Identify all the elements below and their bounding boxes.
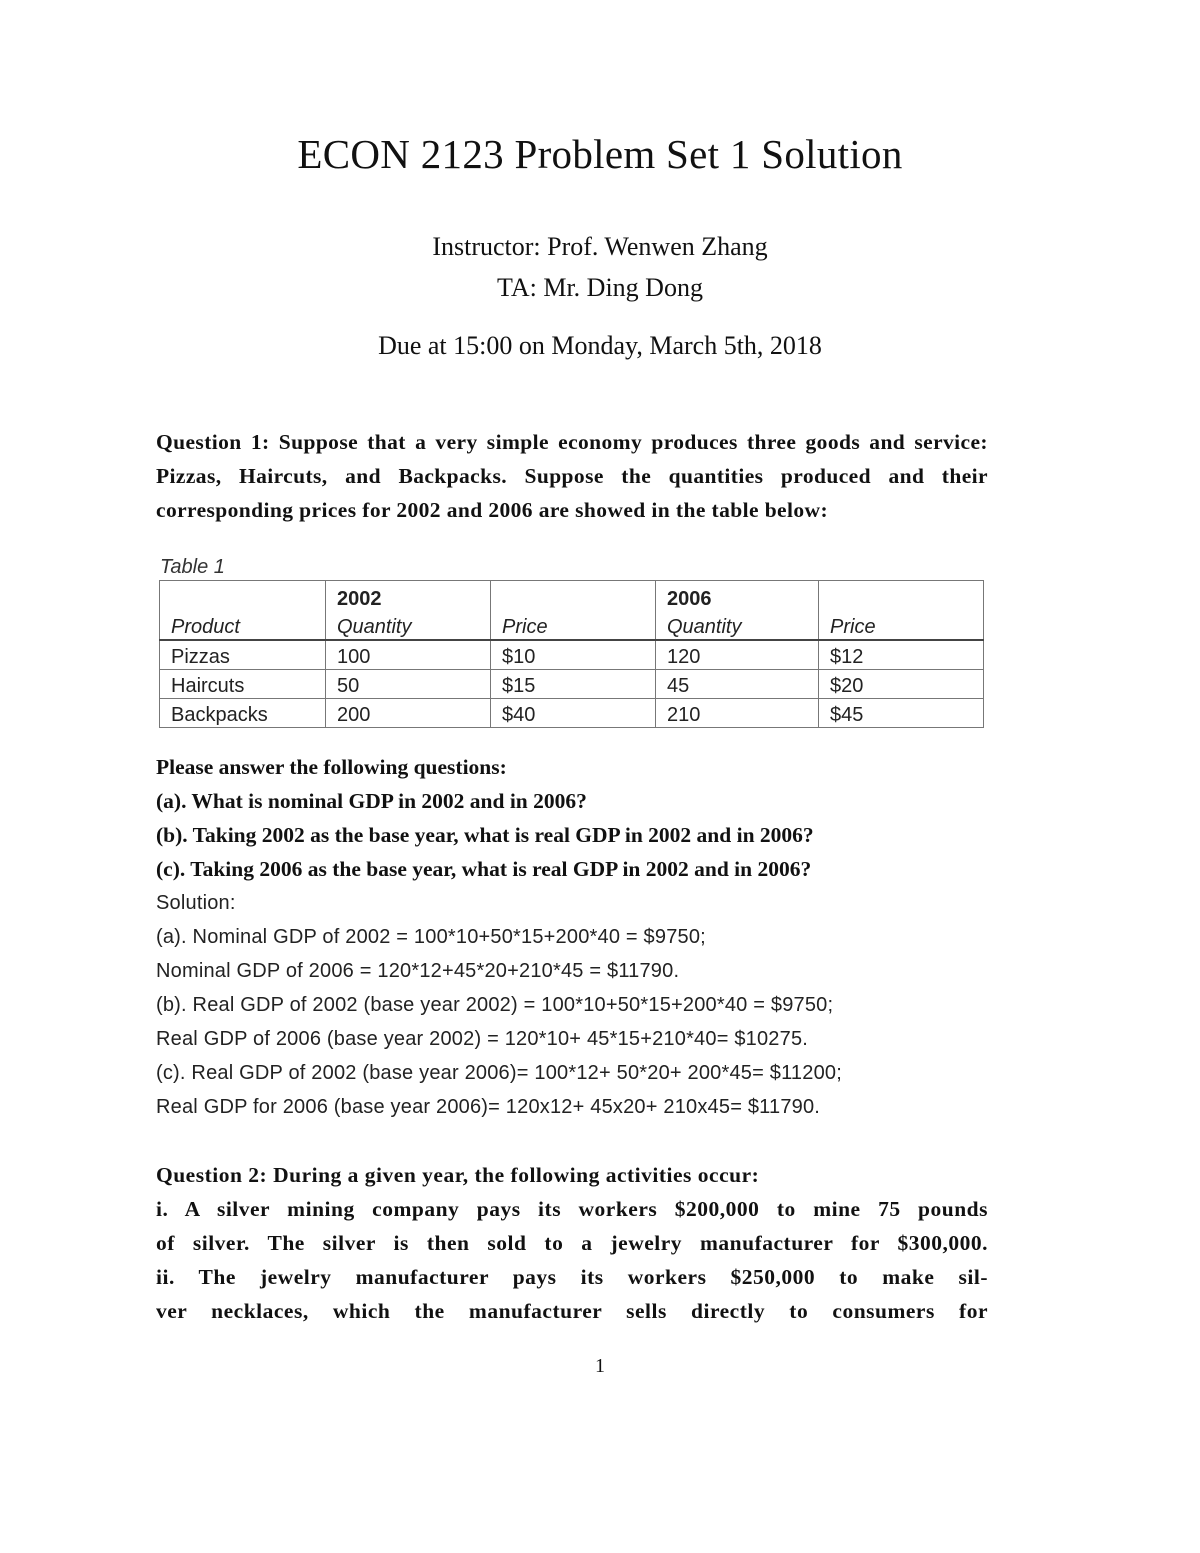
table-header-cell: Product bbox=[160, 611, 326, 640]
question-part-b: (b). Taking 2002 as the base year, what is real GDP in 2002 and in 2006? bbox=[156, 823, 814, 847]
questions-prompt: Please answer the following questions: bbox=[156, 755, 507, 779]
solution-line: (a). Nominal GDP of 2002 = 100*10+50*15+200*40 = $9750; bbox=[156, 926, 706, 948]
table-header-cell: Quantity bbox=[326, 611, 491, 640]
instructor-line: Instructor: Prof. Wenwen Zhang bbox=[432, 232, 768, 261]
solution-line: (b). Real GDP of 2002 (base year 2002) = 100*10+50*15+200*40 = $9750; bbox=[156, 994, 834, 1016]
table-row bbox=[160, 640, 984, 670]
question-1-parts bbox=[156, 750, 1016, 1124]
table-cell: 45 bbox=[656, 670, 819, 699]
table-cell: $45 bbox=[819, 699, 984, 728]
solution-line: Nominal GDP of 2006 = 120*12+45*20+210*45 = $11790. bbox=[156, 960, 680, 982]
table-caption: Table 1 bbox=[160, 556, 225, 578]
table-cell: Haircuts bbox=[160, 670, 326, 699]
table-header-cell: Price bbox=[819, 611, 984, 640]
due-line: Due at 15:00 on Monday, March 5th, 2018 bbox=[378, 331, 822, 360]
table-cell bbox=[819, 581, 984, 612]
page-number: 1 bbox=[595, 1355, 605, 1377]
question-2-line: ver necklaces, which the manufacturer sells directly to consumers for bbox=[156, 1299, 988, 1323]
question-part-a: (a). What is nominal GDP in 2002 and in 2006? bbox=[156, 789, 587, 813]
table-cell: 50 bbox=[326, 670, 491, 699]
table-cell: Pizzas bbox=[160, 640, 326, 670]
solution-line: Real GDP of 2006 (base year 2002) = 120*10+ 45*15+210*40= $10275. bbox=[156, 1028, 809, 1050]
table-cell: $20 bbox=[819, 670, 984, 699]
table-cell: Backpacks bbox=[160, 699, 326, 728]
table-cell: 2002 bbox=[326, 581, 491, 612]
table-cell: $12 bbox=[819, 640, 984, 670]
table-cell: $10 bbox=[491, 640, 656, 670]
question-2-line: i. A silver mining company pays its workers $200,000 to mine 75 pounds bbox=[156, 1197, 988, 1221]
question-2-line: Question 2: During a given year, the following activities occur: bbox=[156, 1163, 760, 1187]
table-column-header-row bbox=[160, 611, 984, 640]
solution-label: Solution: bbox=[156, 892, 236, 914]
table-row bbox=[160, 670, 984, 699]
data-table bbox=[159, 580, 984, 728]
table-header-cell: Price bbox=[491, 611, 656, 640]
ta-line: TA: Mr. Ding Dong bbox=[497, 273, 703, 302]
table-cell: $40 bbox=[491, 699, 656, 728]
table-year-header-row bbox=[160, 581, 984, 612]
table-cell bbox=[160, 581, 326, 612]
table-cell: 2006 bbox=[656, 581, 819, 612]
question-2-line: ii. The jewelry manufacturer pays its workers $250,000 to make sil- bbox=[156, 1265, 988, 1289]
solution-line: Real GDP for 2006 (base year 2006)= 120x12+ 45x20+ 210x45= $11790. bbox=[156, 1096, 821, 1118]
table-header-cell: Quantity bbox=[656, 611, 819, 640]
question-part-c: (c). Taking 2006 as the base year, what is real GDP in 2002 and in 2006? bbox=[156, 857, 812, 881]
solution-line: (c). Real GDP of 2002 (base year 2006)= 100*12+ 50*20+ 200*45= $11200; bbox=[156, 1062, 842, 1084]
table-cell bbox=[491, 581, 656, 612]
table-cell: 100 bbox=[326, 640, 491, 670]
document-title: ECON 2123 Problem Set 1 Solution bbox=[297, 131, 903, 177]
question-2-line: of silver. The silver is then sold to a jewelry manufacturer for $300,000. bbox=[156, 1231, 988, 1255]
table-cell: 120 bbox=[656, 640, 819, 670]
question-1-text: Question 1: Suppose that a very simple economy produces three goods and service: Pizzas, Haircuts, and Backpacks. Suppose the quantities produced and their corresponding prices for 2002 and 2006 are showed in the table below: bbox=[156, 430, 988, 522]
table-cell: 200 bbox=[326, 699, 491, 728]
table-row bbox=[160, 699, 984, 728]
question-2-text bbox=[156, 1158, 1016, 1328]
table-cell: $15 bbox=[491, 670, 656, 699]
table-cell: 210 bbox=[656, 699, 819, 728]
